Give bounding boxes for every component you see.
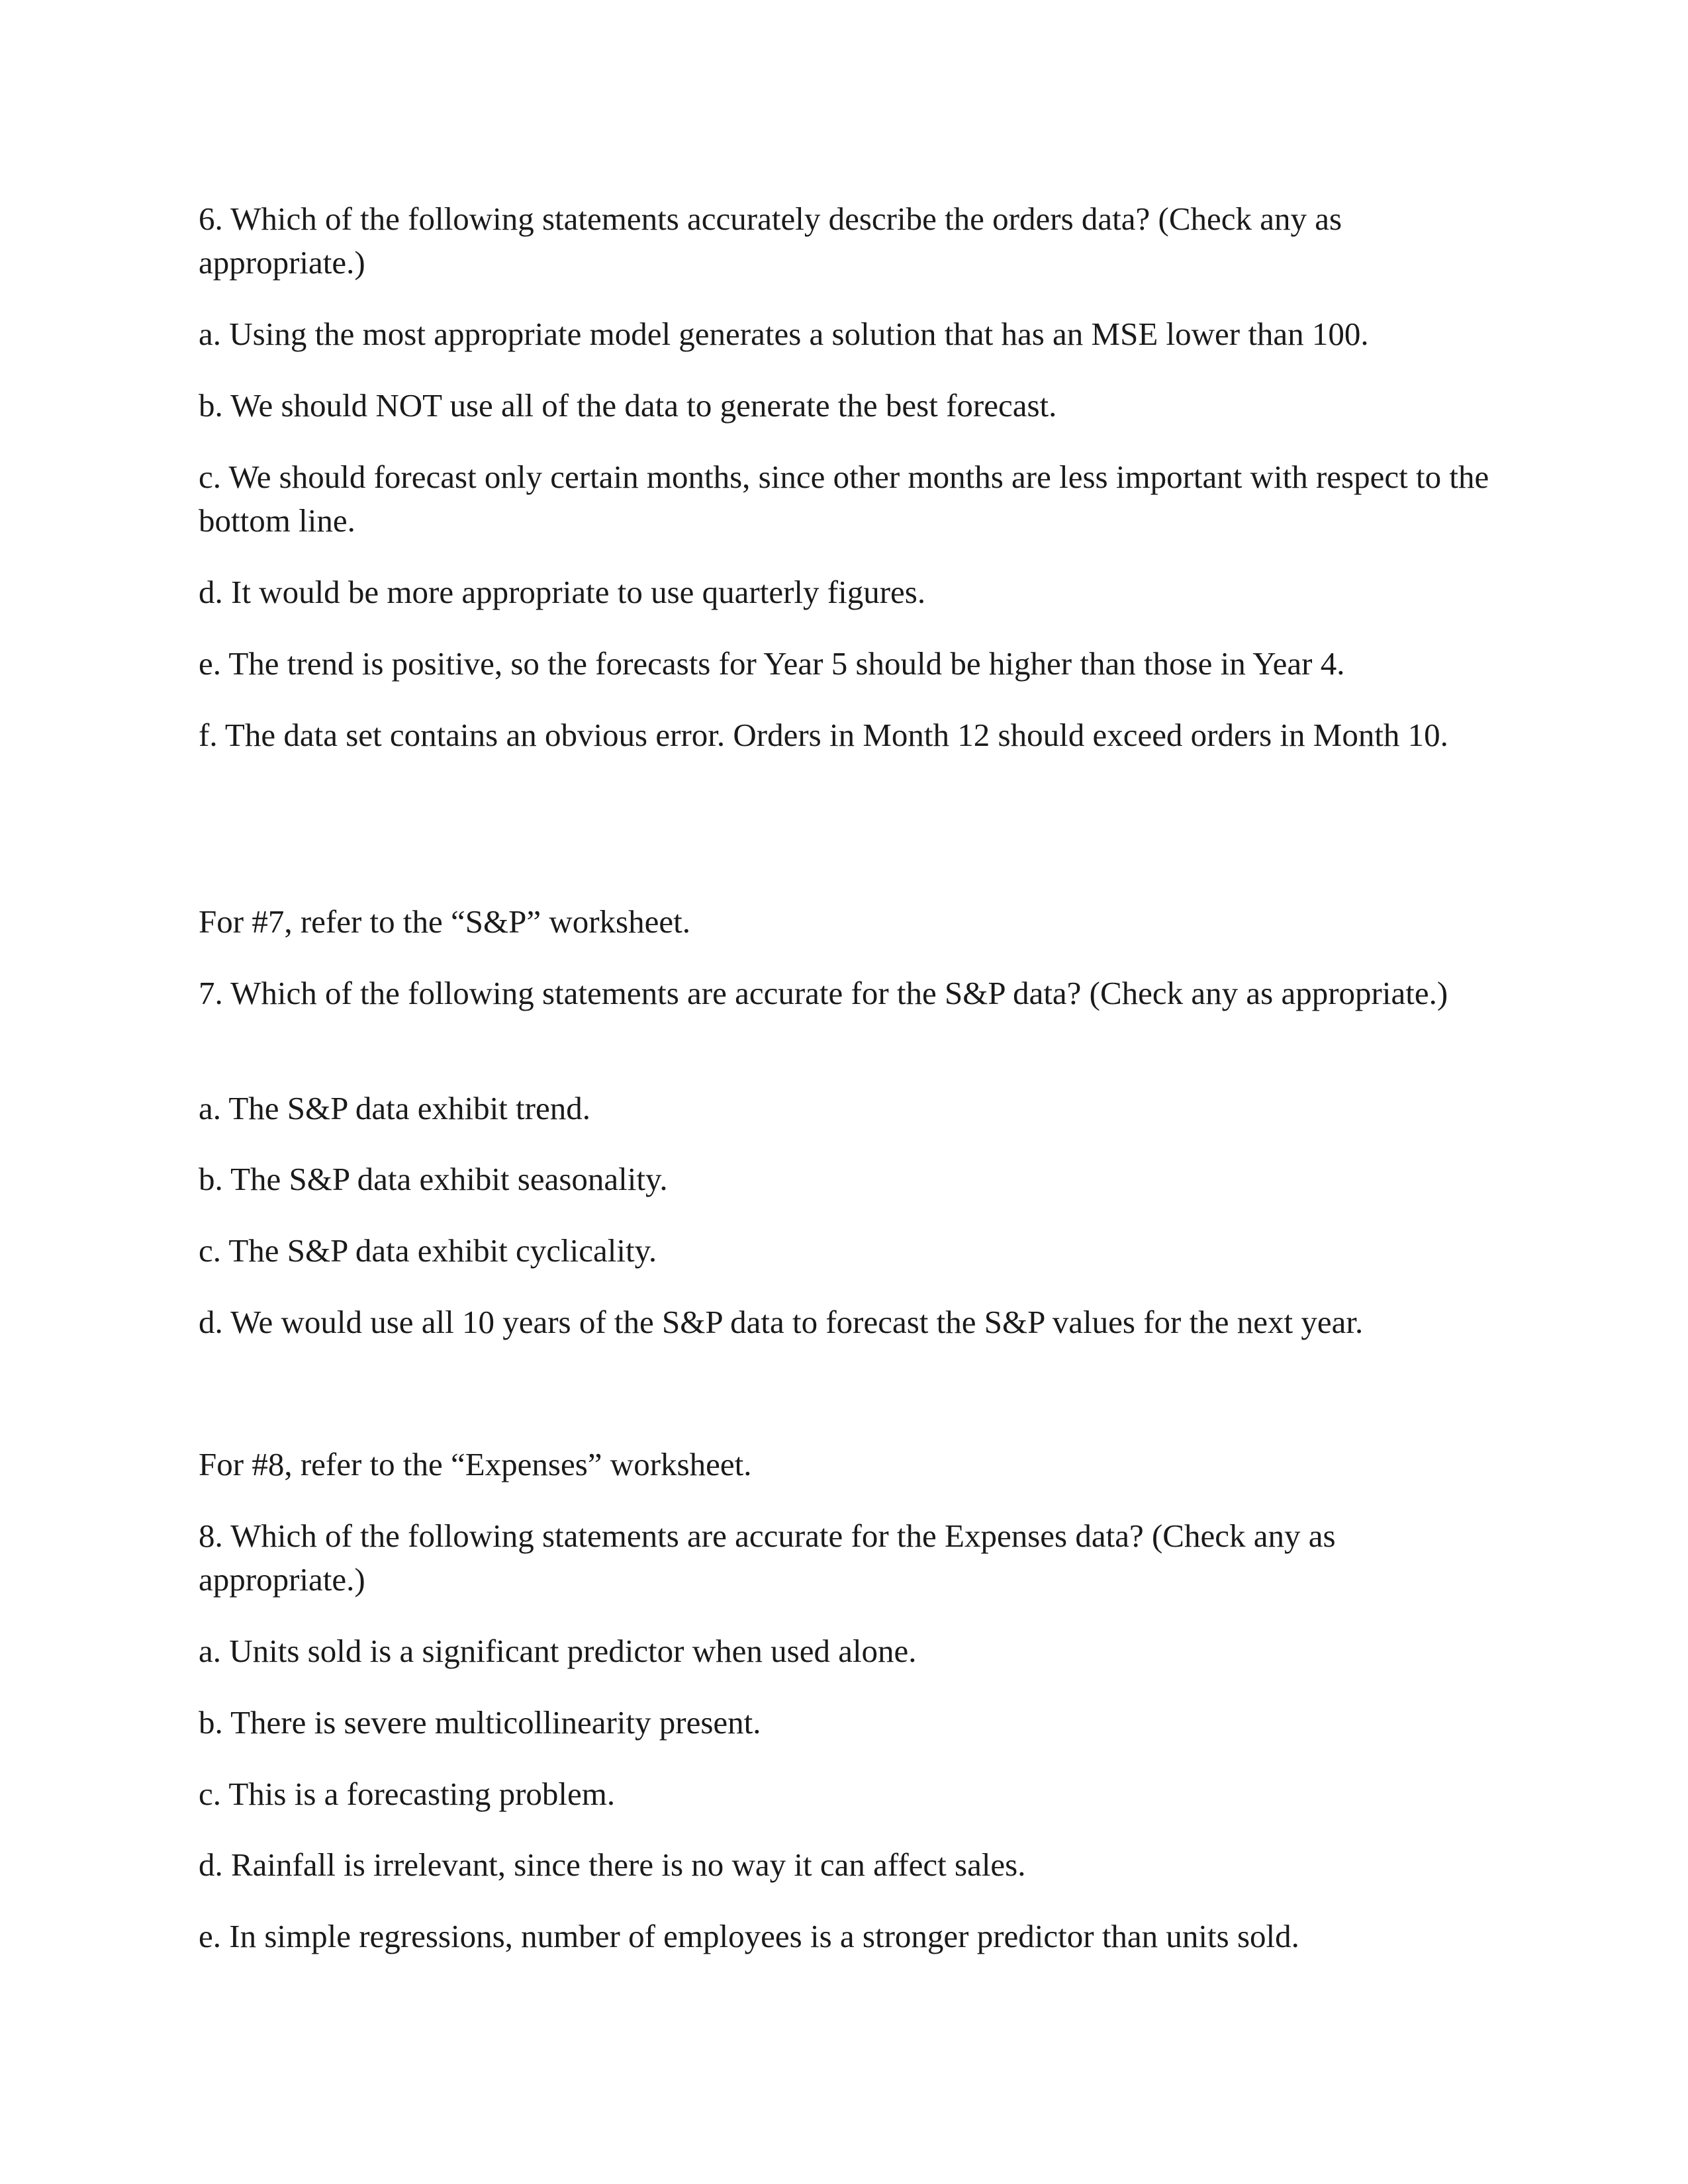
question-6-option-a: a. Using the most appropriate model generates a solution that has an MSE lower than 100. [199,316,1369,352]
question-8-option-d: d. Rainfall is irrelevant, since there is no way it can affect sales. [199,1846,1026,1883]
question-8-option-c: c. This is a forecasting problem. [199,1776,616,1812]
question-8-text: 8. Which of the following statements are accurate for the Expenses data? (Check any as appropriate.) [199,1518,1336,1598]
question-6-option-d: d. It would be more appropriate to use quarterly figures. [199,574,926,610]
question-6-option-c: c. We should forecast only certain months, since other months are less important with respect to the bottom line. [199,459,1489,539]
question-7-intro: For #7, refer to the “S&P” worksheet. [199,903,690,940]
question-6-text: 6. Which of the following statements accurately describe the orders data? (Check any as appropriate.) [199,201,1342,281]
question-6-option-e: e. The trend is positive, so the forecasts for Year 5 should be higher than those in Year 4. [199,645,1345,682]
question-7-option-d: d. We would use all 10 years of the S&P data to forecast the S&P values for the next year. [199,1304,1364,1340]
question-6-option-b: b. We should NOT use all of the data to generate the best forecast. [199,387,1057,424]
question-7-option-b: b. The S&P data exhibit seasonality. [199,1161,668,1197]
question-8-option-a: a. Units sold is a significant predictor when used alone. [199,1633,917,1669]
question-8-option-e: e. In simple regressions, number of employees is a stronger predictor than units sold. [199,1918,1299,1954]
question-8-option-b: b. There is severe multicollinearity present. [199,1704,761,1741]
question-7-option-c: c. The S&P data exhibit cyclicality. [199,1232,657,1269]
question-7-text: 7. Which of the following statements are accurate for the S&P data? (Check any as appropriate.) [199,975,1448,1011]
question-7-option-a: a. The S&P data exhibit trend. [199,1090,590,1126]
question-6-option-f: f. The data set contains an obvious error. Orders in Month 12 should exceed orders in Month 10. [199,717,1448,753]
question-8-intro: For #8, refer to the “Expenses” worksheet. [199,1446,752,1482]
